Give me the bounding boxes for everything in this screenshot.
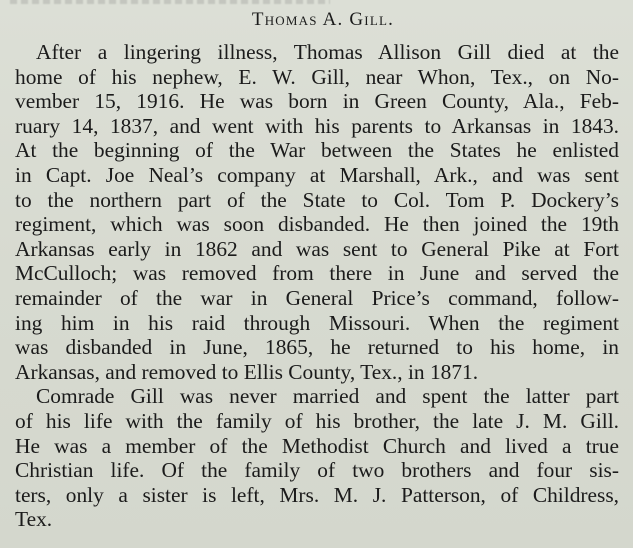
paragraph-1-line-1: After a lingering illness, Thomas Allison Gill died at the <box>36 40 619 64</box>
paragraph-1-line-9: Arkansas early in 1862 and was sent to General Pike at Fort <box>15 236 619 261</box>
paragraph-1-line-10: McCulloch; was removed from there in June and served the <box>15 261 619 286</box>
article-title: Thomas A. Gill. <box>251 9 395 30</box>
paragraph-2-line-1: Comrade Gill was never married and spent the latter part <box>36 384 619 409</box>
paragraph-1-line-8: regiment, which was soon disbanded. He then joined the 19th <box>15 212 619 237</box>
paragraph-2-line-3: He was a member of the Methodist Church and lived a true <box>15 433 619 458</box>
paragraph-1-line-5: At the beginning of the War between the States he enlisted <box>15 138 619 163</box>
obituary-article <box>15 4 619 532</box>
paragraph-1-line-2: home of his nephew, E. W. Gill, near Whon, Tex., on No- <box>15 64 619 89</box>
paragraph-1-line-12: ing him in his raid through Missouri. When the regiment <box>15 310 619 335</box>
paragraph-2-line-5: ters, only a sister is left, Mrs. M. J. Patterson, of Childress, <box>15 482 619 507</box>
paragraph-1-line-14: Arkansas, and removed to Ellis County, Tex., in 1871. <box>15 359 479 384</box>
paragraph-1-line-11: remainder of the war in General Price’s command, follow- <box>15 285 619 310</box>
paragraph-1-line-3: vember 15, 1916. He was born in Green County, Ala., Feb- <box>15 89 619 114</box>
paragraph-2-line-4: Christian life. Of the family of two brothers and four sis- <box>15 458 619 483</box>
paragraph-2-line-6: Tex. <box>15 507 53 532</box>
paragraph-1-line-6: in Capt. Joe Neal’s company at Marshall, Ark., and was sent <box>15 162 619 187</box>
paragraph-1-line-13: was disbanded in June, 1865, he returned to his home, in <box>15 335 619 360</box>
paragraph-2-line-2: of his life with the family of his brother, the late J. M. Gill. <box>15 408 619 433</box>
paragraph-1-line-7: to the northern part of the State to Col. Tom P. Dockery’s <box>15 187 619 212</box>
paragraph-1-line-4: ruary 14, 1837, and went with his parents to Arkansas in 1843. <box>15 113 619 138</box>
